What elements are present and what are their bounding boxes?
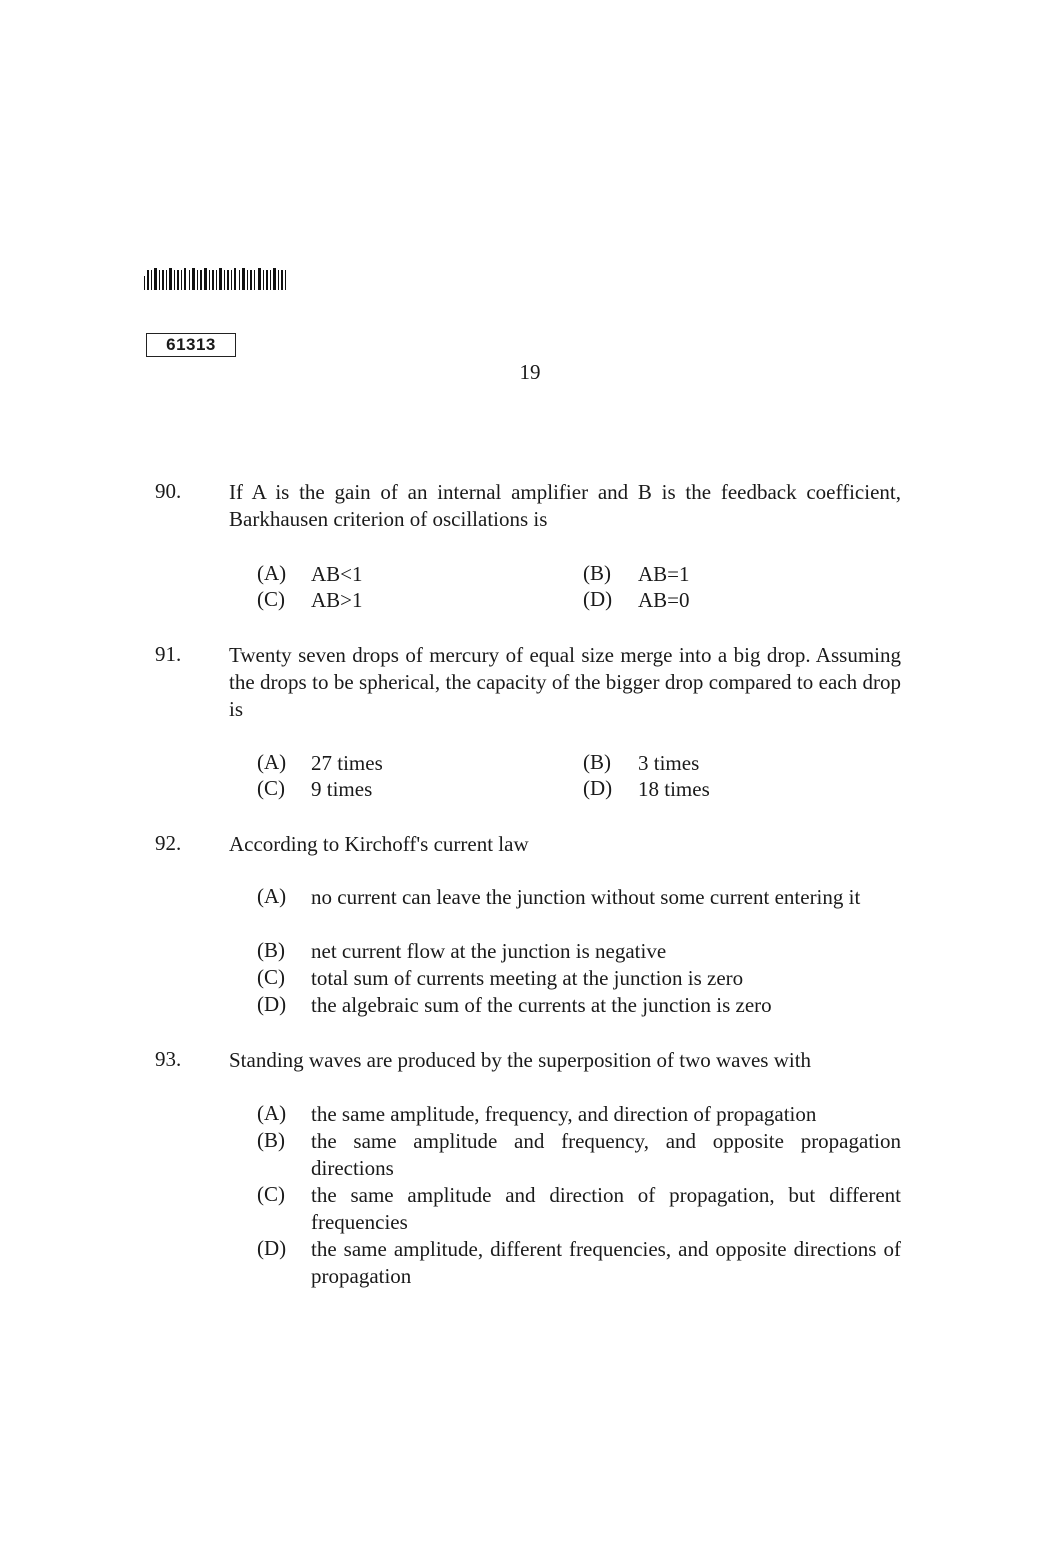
option-label: (A) — [257, 561, 287, 585]
question-number: 90. — [155, 479, 182, 503]
option-text: no current can leave the junction without some current entering it — [311, 885, 861, 909]
option-label: (B) — [257, 938, 285, 962]
option-text: the same amplitude and direction of propagation, but different frequencies — [311, 1183, 901, 1234]
option-label: (C) — [257, 1182, 285, 1206]
option-text: total sum of currents meeting at the junction is zero — [311, 966, 744, 990]
option-text: the algebraic sum of the currents at the junction is zero — [311, 993, 772, 1017]
option-label: (D) — [257, 992, 287, 1016]
question-text: According to Kirchoff's current law — [229, 832, 529, 856]
question-number: 91. — [155, 642, 182, 666]
question-number: 93. — [155, 1047, 182, 1071]
option-text: AB=0 — [638, 588, 690, 612]
question-number: 92. — [155, 831, 182, 855]
option-text: the same amplitude, different frequencies, and opposite directions of propagation — [311, 1237, 901, 1288]
option-label: (A) — [257, 1101, 287, 1125]
page-number: 19 — [519, 360, 541, 384]
question-text: Standing waves are produced by the superposition of two waves with — [229, 1048, 812, 1072]
option-text: 3 times — [638, 751, 700, 775]
option-text: AB<1 — [311, 562, 363, 586]
option-text: AB>1 — [311, 588, 363, 612]
option-text: the same amplitude and frequency, and opposite propagation directions — [311, 1129, 901, 1180]
option-label: (B) — [583, 750, 611, 774]
option-label: (B) — [257, 1128, 285, 1152]
option-label: (D) — [583, 587, 613, 611]
option-label: (D) — [583, 776, 613, 800]
option-label: (A) — [257, 884, 287, 908]
paper-code: 61313 — [146, 333, 236, 357]
option-text: net current flow at the junction is negative — [311, 939, 667, 963]
option-text: the same amplitude, frequency, and direction of propagation — [311, 1102, 817, 1126]
option-text: 9 times — [311, 777, 373, 801]
barcode — [144, 268, 286, 290]
option-label: (C) — [257, 587, 285, 611]
option-text: 18 times — [638, 777, 710, 801]
option-label: (B) — [583, 561, 611, 585]
option-label: (D) — [257, 1236, 287, 1260]
question-text: If A is the gain of an internal amplifier and B is the feedback coefficient, Barkhausen criterion of oscillations is — [229, 480, 901, 531]
option-text: 27 times — [311, 751, 383, 775]
option-label: (C) — [257, 965, 285, 989]
option-label: (A) — [257, 750, 287, 774]
option-text: AB=1 — [638, 562, 690, 586]
question-text: Twenty seven drops of mercury of equal size merge into a big drop. Assuming the drops to be spherical, the capacity of the bigger drop compared to each drop is — [229, 643, 901, 721]
option-label: (C) — [257, 776, 285, 800]
